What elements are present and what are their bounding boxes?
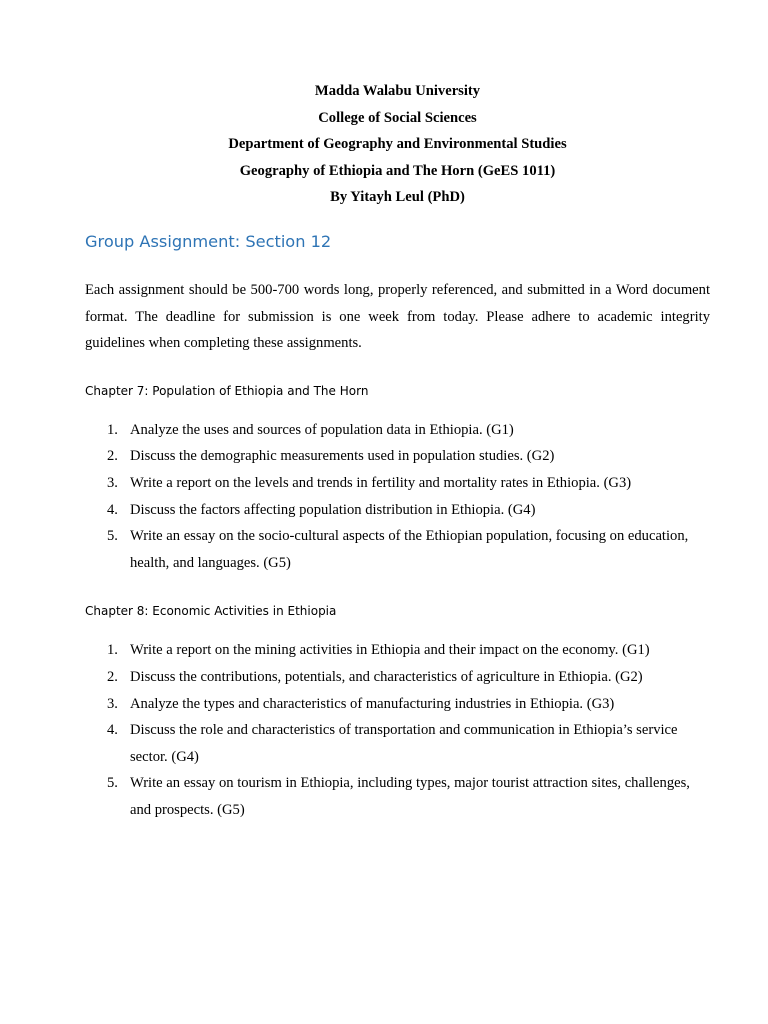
list-number: 5. <box>107 775 118 792</box>
list-item-text: Write a report on the levels and trends in fertility and mortality rates in Ethiopia. (G3) <box>130 474 632 491</box>
assignment-title: Group Assignment: Section 12 <box>85 231 332 251</box>
list-number: 4. <box>107 501 118 518</box>
list-item-text: Discuss the role and characteristics of transportation and communication in Ethiopia’s service sector. (G4) <box>130 722 678 765</box>
list-item <box>85 443 710 470</box>
university-name: Madda Walabu University <box>314 83 481 99</box>
list-number: 1. <box>107 642 118 659</box>
course-title: Geography of Ethiopia and The Horn (GeES 1011) <box>239 162 556 179</box>
author-line: By Yitayh Leul (PhD) <box>330 189 465 206</box>
list-number: 4. <box>107 722 118 739</box>
chapter-7-task-list <box>85 417 710 577</box>
list-item <box>85 637 710 664</box>
list-number: 1. <box>107 421 118 438</box>
list-item <box>85 417 710 444</box>
intro-paragraph: Each assignment should be 500-700 words long, properly referenced, and submitted in a Word document format. The deadline for submission is one week from today. Please adhere to academic integrity guidelines when completing these assignments. <box>85 281 710 352</box>
list-number: 3. <box>107 474 118 491</box>
list-item-text: Write an essay on the socio-cultural aspects of the Ethiopian population, focusing on education, health, and languages. (G5) <box>130 528 689 571</box>
list-item-text: Discuss the demographic measurements used in population studies. (G2) <box>130 448 555 465</box>
list-item-text: Write a report on the mining activities in Ethiopia and their impact on the economy. (G1) <box>130 642 650 659</box>
list-item-text: Analyze the types and characteristics of manufacturing industries in Ethiopia. (G3) <box>130 695 615 712</box>
list-item <box>85 523 710 576</box>
list-item-text: Discuss the factors affecting population distribution in Ethiopia. (G4) <box>130 501 536 518</box>
list-item-text: Write an essay on tourism in Ethiopia, including types, major tourist attraction sites, challenges, and prospects. (G5) <box>130 775 690 818</box>
college-name: College of Social Sciences <box>318 109 477 126</box>
list-number: 5. <box>107 528 118 545</box>
list-number: 2. <box>107 448 118 465</box>
department-name: Department of Geography and Environmental Studies <box>228 136 567 153</box>
document-header <box>85 78 710 211</box>
document-page <box>85 78 710 823</box>
chapter-7-heading: Chapter 7: Population of Ethiopia and The Horn <box>85 383 369 398</box>
list-item <box>85 770 710 823</box>
list-item <box>85 497 710 524</box>
list-item-text: Discuss the contributions, potentials, and characteristics of agriculture in Ethiopia. (G2) <box>130 668 643 685</box>
list-item-text: Analyze the uses and sources of population data in Ethiopia. (G1) <box>130 421 514 438</box>
list-number: 2. <box>107 668 118 685</box>
list-item <box>85 717 710 770</box>
chapter-8-heading: Chapter 8: Economic Activities in Ethiopia <box>85 604 337 619</box>
list-item <box>85 664 710 691</box>
list-item <box>85 470 710 497</box>
list-number: 3. <box>107 695 118 712</box>
chapter-8-task-list <box>85 637 710 823</box>
list-item <box>85 691 710 718</box>
